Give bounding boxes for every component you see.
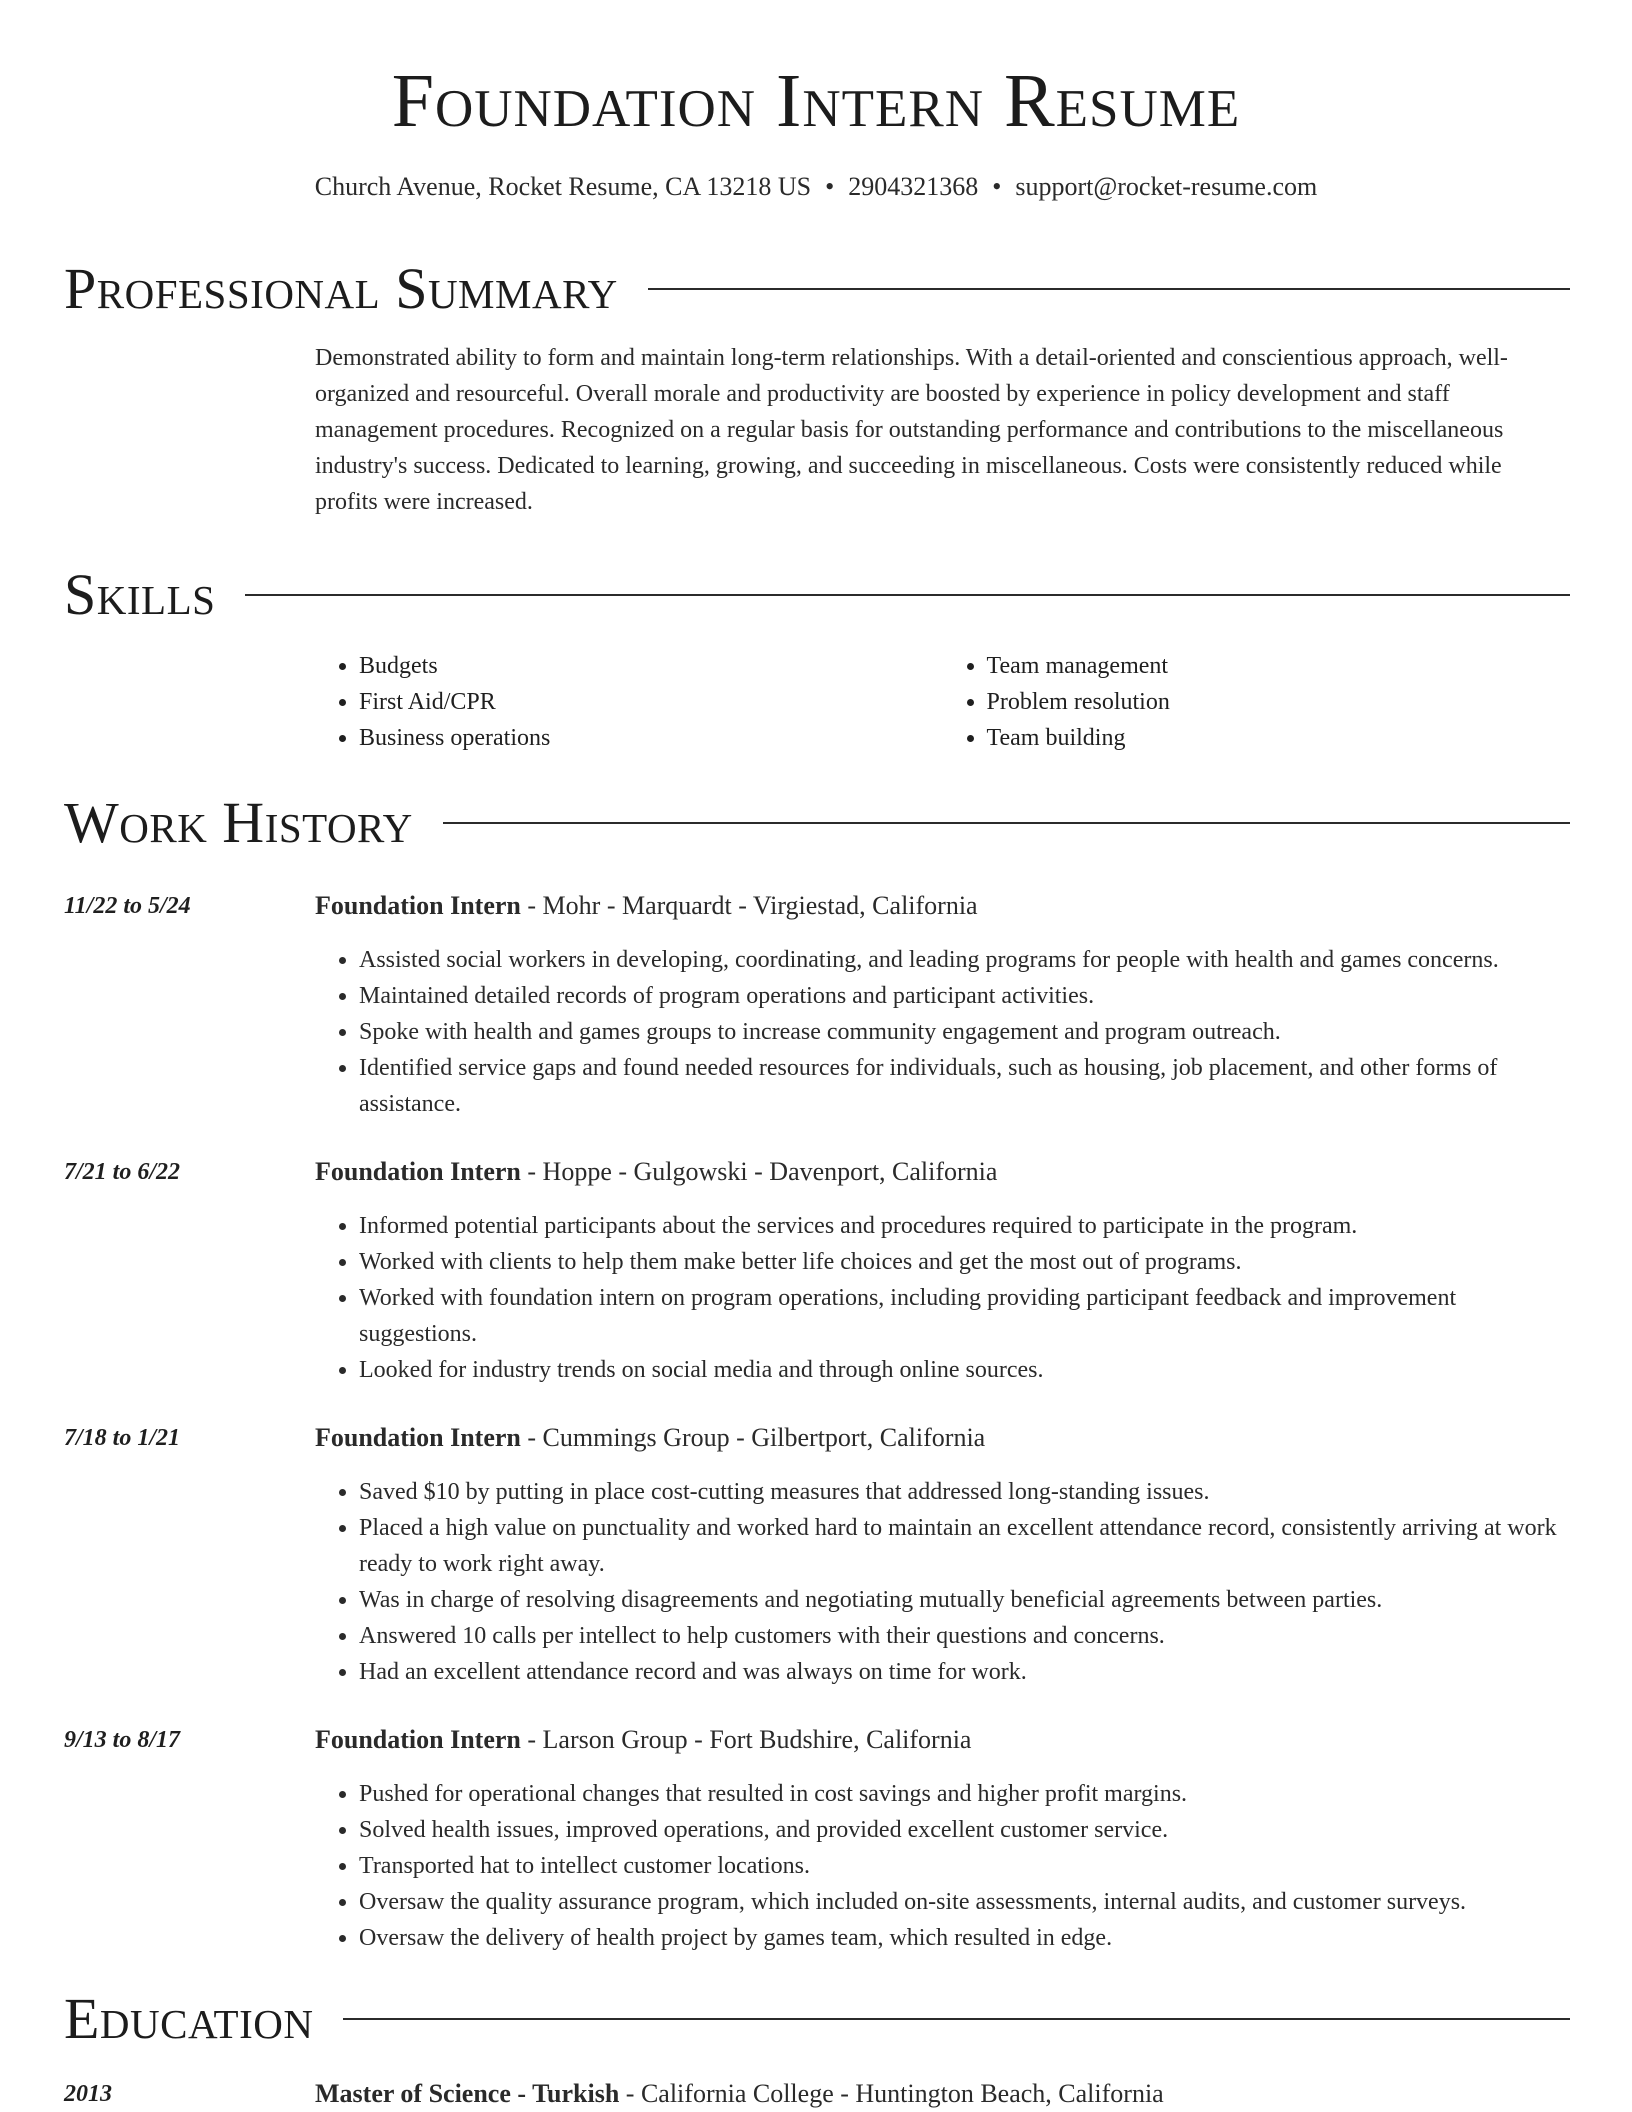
- job-bullets: [315, 1208, 1570, 1388]
- job-bullet: • Pushed for operational changes that resulted in cost savings and higher profit margins.: [359, 1776, 1570, 1812]
- summary-heading: Professional Summary: [64, 255, 618, 321]
- education-heading: Education: [64, 1985, 314, 2051]
- job-title: Foundation Intern: [315, 1724, 521, 1754]
- job-bullets: [315, 1474, 1570, 1690]
- skills-column-left: [315, 648, 943, 756]
- job-bullets: [315, 942, 1570, 1122]
- job-entry: [64, 1722, 1570, 1956]
- job-header: [315, 1722, 1570, 1758]
- job-bullet: • Was in charge of resolving disagreements and negotiating mutually beneficial agreements between parties.: [359, 1582, 1570, 1618]
- job-bullet: • Spoke with health and games groups to increase community engagement and program outreach.: [359, 1014, 1570, 1050]
- education-section-header: [64, 1985, 1570, 2051]
- skill-item: • First Aid/CPR: [359, 684, 943, 720]
- skill-item: • Budgets: [359, 648, 943, 684]
- job-dates: 11/22 to 5/24: [64, 892, 191, 919]
- skill-item: • Team building: [987, 720, 1571, 756]
- summary-section-header: [64, 255, 1570, 321]
- job-bullet: • Oversaw the quality assurance program, which included on-site assessments, internal audits, and customer surveys.: [359, 1884, 1570, 1920]
- job-bullet: • Solved health issues, improved operations, and provided excellent customer service.: [359, 1812, 1570, 1848]
- skills-list: [315, 648, 1570, 756]
- resume-name: Foundation Intern Resume: [391, 59, 1241, 143]
- job-bullet: • Saved $10 by putting in place cost-cutting measures that addressed long-standing issues.: [359, 1474, 1570, 1510]
- job-details: - Hoppe - Gulgowski - Davenport, California: [520, 1156, 998, 1186]
- education-header: [315, 2076, 1570, 2112]
- section-divider: [443, 822, 1570, 824]
- contact-phone: 2904321368: [848, 171, 979, 201]
- contact-separator: •: [992, 171, 1002, 201]
- job-bullet: • Placed a high value on punctuality and worked hard to maintain an excellent attendance record, consistently arriving at work ready to work right away.: [359, 1510, 1570, 1582]
- summary-text: Demonstrated ability to form and maintain long-term relationships. With a detail-oriented and conscientious approach, well-organized and resourceful. Overall morale and productivity are boosted by experience in policy development and staff management procedures. Recognized on a regular basis for outstanding performance and contributions to the miscellaneous industry's success. Dedicated to learning, growing, and succeeding in miscellaneous. Costs were consistently reduced while profits were increased.: [315, 344, 1508, 515]
- job-bullet: • Informed potential participants about the services and procedures required to participate in the program.: [359, 1208, 1570, 1244]
- skill-item: • Business operations: [359, 720, 943, 756]
- job-header: [315, 1420, 1570, 1456]
- section-divider: [245, 594, 1570, 596]
- job-bullet: • Looked for industry trends on social media and through online sources.: [359, 1352, 1570, 1388]
- work-section-header: [64, 789, 1570, 855]
- job-bullet: • Oversaw the delivery of health project by games team, which resulted in edge.: [359, 1920, 1570, 1956]
- job-bullet: • Assisted social workers in developing, coordinating, and leading programs for people with health and games concerns.: [359, 942, 1570, 978]
- job-bullet: • Maintained detailed records of program operations and participant activities.: [359, 978, 1570, 1014]
- job-entry: [64, 888, 1570, 1122]
- skill-item: • Team management: [987, 648, 1571, 684]
- job-bullet: • Answered 10 calls per intellect to help customers with their questions and concerns.: [359, 1618, 1570, 1654]
- contact-email: support@rocket-resume.com: [1015, 171, 1318, 201]
- contact-line: [0, 172, 1632, 202]
- job-bullets: [315, 1776, 1570, 1956]
- job-details: - Mohr - Marquardt - Virgiestad, California: [520, 890, 978, 920]
- job-bullet: • Had an excellent attendance record and was always on time for work.: [359, 1654, 1570, 1690]
- education-year: 2013: [64, 2080, 112, 2107]
- skills-column-right: [943, 648, 1571, 756]
- job-entry: [64, 1420, 1570, 1690]
- job-header: [315, 1154, 1570, 1190]
- job-bullet: • Worked with clients to help them make better life choices and get the most out of programs.: [359, 1244, 1570, 1280]
- skills-section-header: [64, 561, 1570, 627]
- job-header: [315, 888, 1570, 924]
- job-dates: 9/13 to 8/17: [64, 1726, 181, 1753]
- job-bullet: • Transported hat to intellect customer locations.: [359, 1848, 1570, 1884]
- contact-separator: •: [825, 171, 835, 201]
- section-divider: [343, 2018, 1570, 2020]
- job-details: - Cummings Group - Gilbertport, California: [520, 1422, 986, 1452]
- job-dates: 7/18 to 1/21: [64, 1424, 181, 1451]
- job-entry: [64, 1154, 1570, 1388]
- job-title: Foundation Intern: [315, 1422, 521, 1452]
- education-degree: Master of Science - Turkish: [315, 2078, 620, 2108]
- skill-item: • Problem resolution: [987, 684, 1571, 720]
- section-divider: [648, 288, 1570, 290]
- education-entry: [64, 2076, 1570, 2112]
- job-details: - Larson Group - Fort Budshire, California: [520, 1724, 972, 1754]
- work-heading: Work History: [64, 789, 413, 855]
- skills-heading: Skills: [64, 561, 216, 627]
- job-bullet: • Worked with foundation intern on program operations, including providing participant feedback and improvement suggestions.: [359, 1280, 1570, 1352]
- job-dates: 7/21 to 6/22: [64, 1158, 181, 1185]
- contact-address: Church Avenue, Rocket Resume, CA 13218 US: [314, 171, 812, 201]
- job-title: Foundation Intern: [315, 890, 521, 920]
- job-title: Foundation Intern: [315, 1156, 521, 1186]
- education-details: - California College - Huntington Beach, California: [619, 2078, 1164, 2108]
- job-bullet: • Identified service gaps and found needed resources for individuals, such as housing, job placement, and other forms of assistance.: [359, 1050, 1570, 1122]
